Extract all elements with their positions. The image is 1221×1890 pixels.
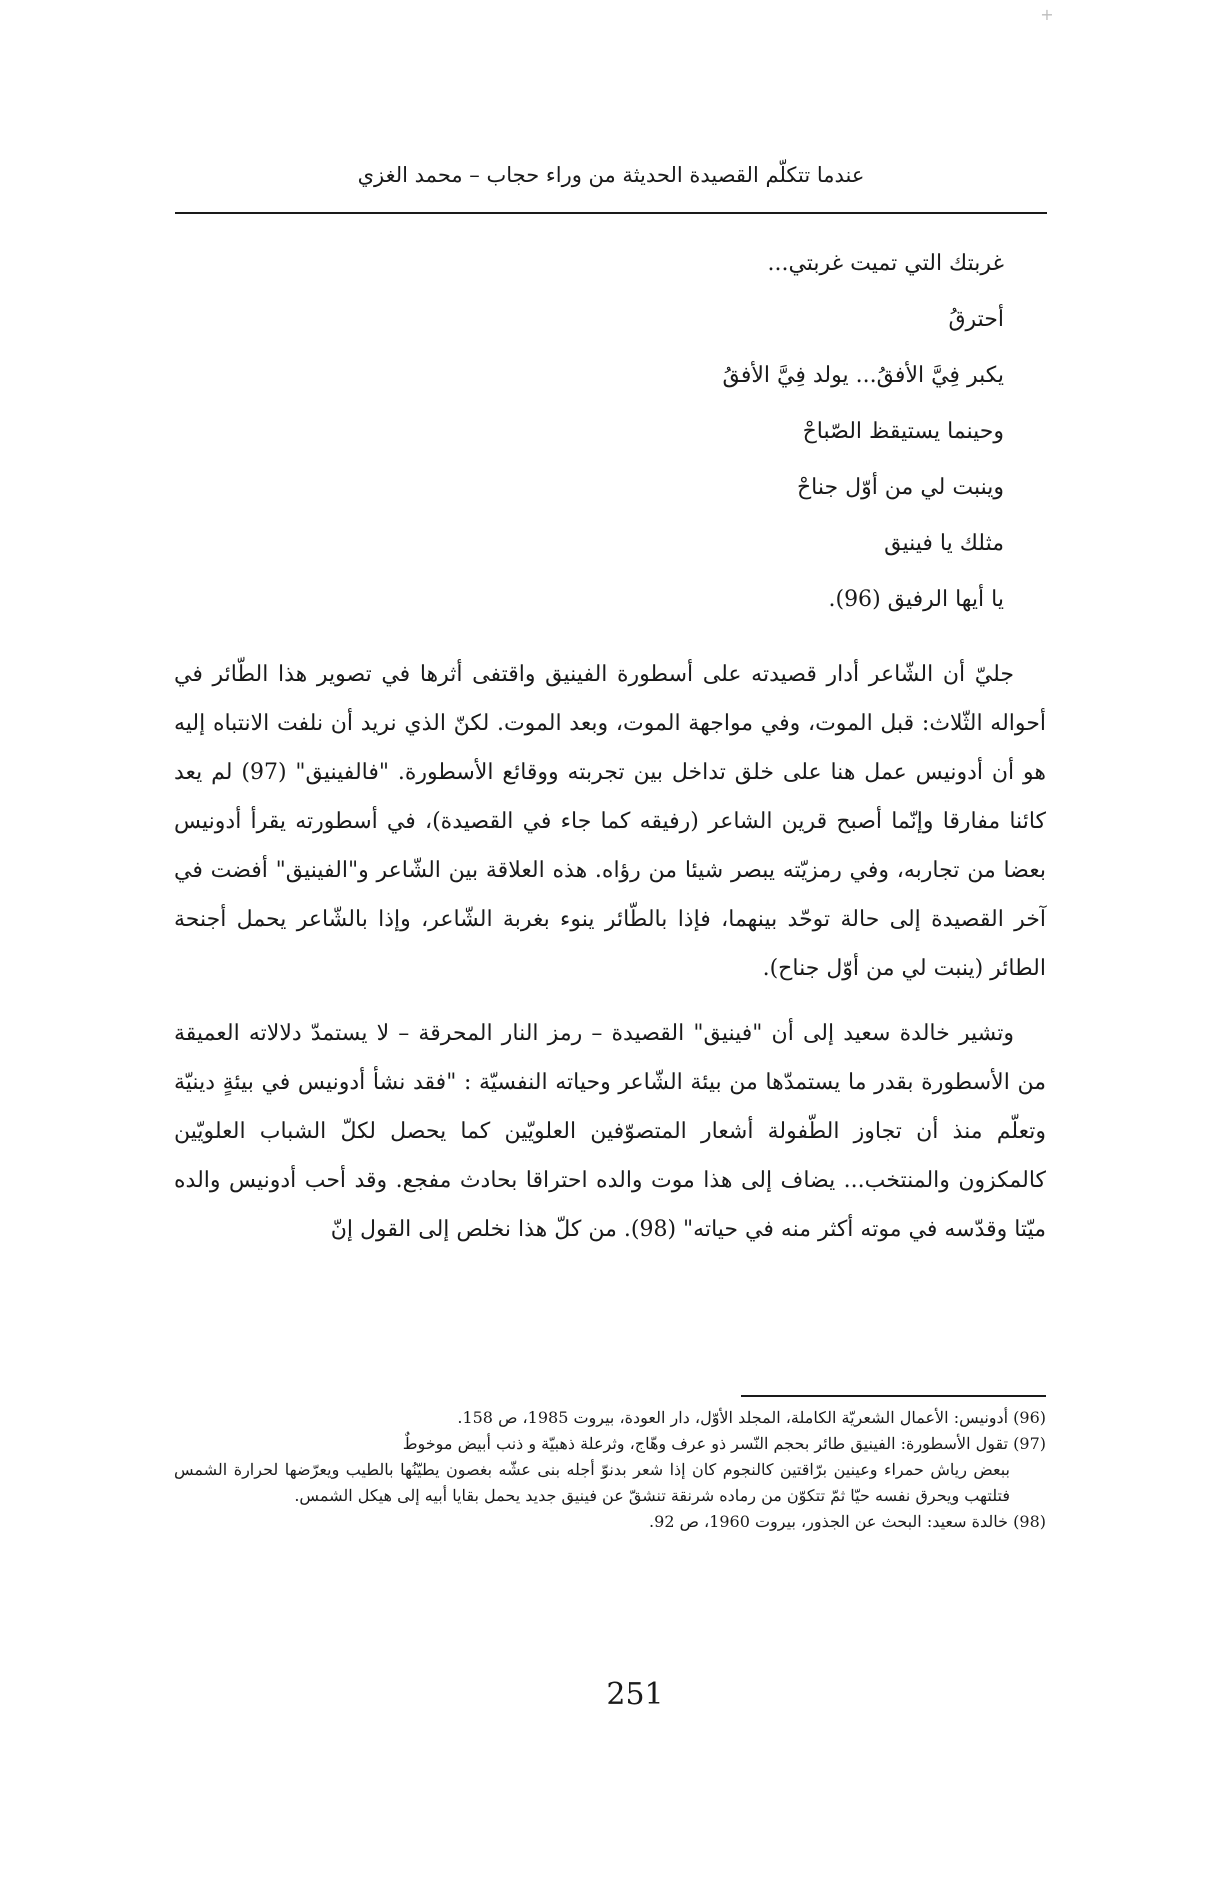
- poem-line: يا أيها الرفيق (96).: [828, 587, 1004, 612]
- footnote-96: (96) أدونيس: الأعمال الشعريّة الكاملة، المجلد الأوّل، دار العودة، بيروت 1985، ص 158.: [457, 1408, 1046, 1427]
- header-divider: [175, 212, 1047, 214]
- poem-line: وينبت لي من أوّل جناحْ: [796, 475, 1004, 500]
- poem-excerpt: [244, 236, 1004, 628]
- body-paragraph: جليّ أن الشّاعر أدار قصيدته على أسطورة الفينيق واقتفى أثرها في تصوير هذا الطّائر في أحواله الثّلاث: قبل الموت، وفي مواجهة الموت، وبعد الموت. لكنّ الذي نريد أن نلفت الانتباه إليه هو أن أدونيس عمل هنا على خلق تداخل بين تجربته ووقائع الأسطورة. "فالفينيق" (97) لم يعد كائنا مفارقا وإنّما أصبح قرين الشاعر (رفيقه كما جاء في القصيدة)، في أسطورته يقرأ أدونيس بعضا من تجاربه، وفي رمزيّته يبصر شيئا من رؤاه. هذه العلاقة بين الشّاعر و"الفينيق" أفضت في آخر القصيدة إلى حالة توحّد بينهما، فإذا بالطّائر ينوء بغربة الشّاعر، وإذا بالشّاعر يحمل أجنحة الطائر (ينبت لي من أوّل جناح).: [174, 662, 1046, 981]
- poem-line: يكبر فِيَّ الأفقُ... يولد فِيَّ الأفقُ: [722, 363, 1004, 388]
- crop-mark-icon: +: [1040, 5, 1054, 24]
- poem-line: وحينما يستيقظ الصّباحْ: [802, 419, 1004, 444]
- poem-line: غربتك التي تميت غربتي...: [767, 251, 1004, 276]
- poem-line: أحترقُ: [948, 307, 1004, 332]
- footnote-divider: [741, 1395, 1046, 1397]
- page-number: 251: [606, 1677, 664, 1712]
- poem-line: مثلك يا فينيق: [884, 531, 1004, 556]
- footnotes: [174, 1405, 1046, 1535]
- footnote-98: (98) خالدة سعيد: البحث عن الجذور، بيروت 1960، ص 92.: [649, 1512, 1046, 1531]
- body-paragraph: وتشير خالدة سعيد إلى أن "فينيق" القصيدة – رمز النار المحرقة – لا يستمدّ دلالاته العميقة من الأسطورة بقدر ما يستمدّها من بيئة الشّاعر وحياته النفسيّة : "فقد نشأ أدونيس في بيئةٍ دينيّة وتعلّم منذ أن تجاوز الطّفولة أشعار المتصوّفين العلويّين كما يحصل لكلّ الشباب العلويّين كالمكزون والمنتخب... يضاف إلى هذا موت والده احتراقا بحادث مفجع. وقد أحب أدونيس والده ميّتا وقدّسه في موته أكثر منه في حياته" (98). من كلّ هذا نخلص إلى القول إنّ: [174, 1021, 1046, 1242]
- footnote-97: (97) تقول الأسطورة: الفينيق طائر بحجم النّسر ذو عرف وهّاج، وثرعلة ذهبيّة و ذنب أبيض موخوطٌ: [402, 1434, 1046, 1453]
- running-head: عندما تتكلّم القصيدة الحديثة من وراء حجاب – محمد الغزي: [357, 163, 865, 187]
- body-text: [174, 650, 1046, 1254]
- footnote-97-continuation: ببعض رياش حمراء وعينين برّاقتين كالنجوم كان إذا شعر بدنوّ أجله بنى عشّه بغصون يطيّنُها بالطيب ويعرّضها لحرارة الشمس فتلتهب ويحرق نفسه حيّا ثمّ تتكوّن من رماده شرنقة تنشقّ عن فينيق جديد يحمل بقايا أبيه إلى هيكل الشمس.: [174, 1460, 1011, 1505]
